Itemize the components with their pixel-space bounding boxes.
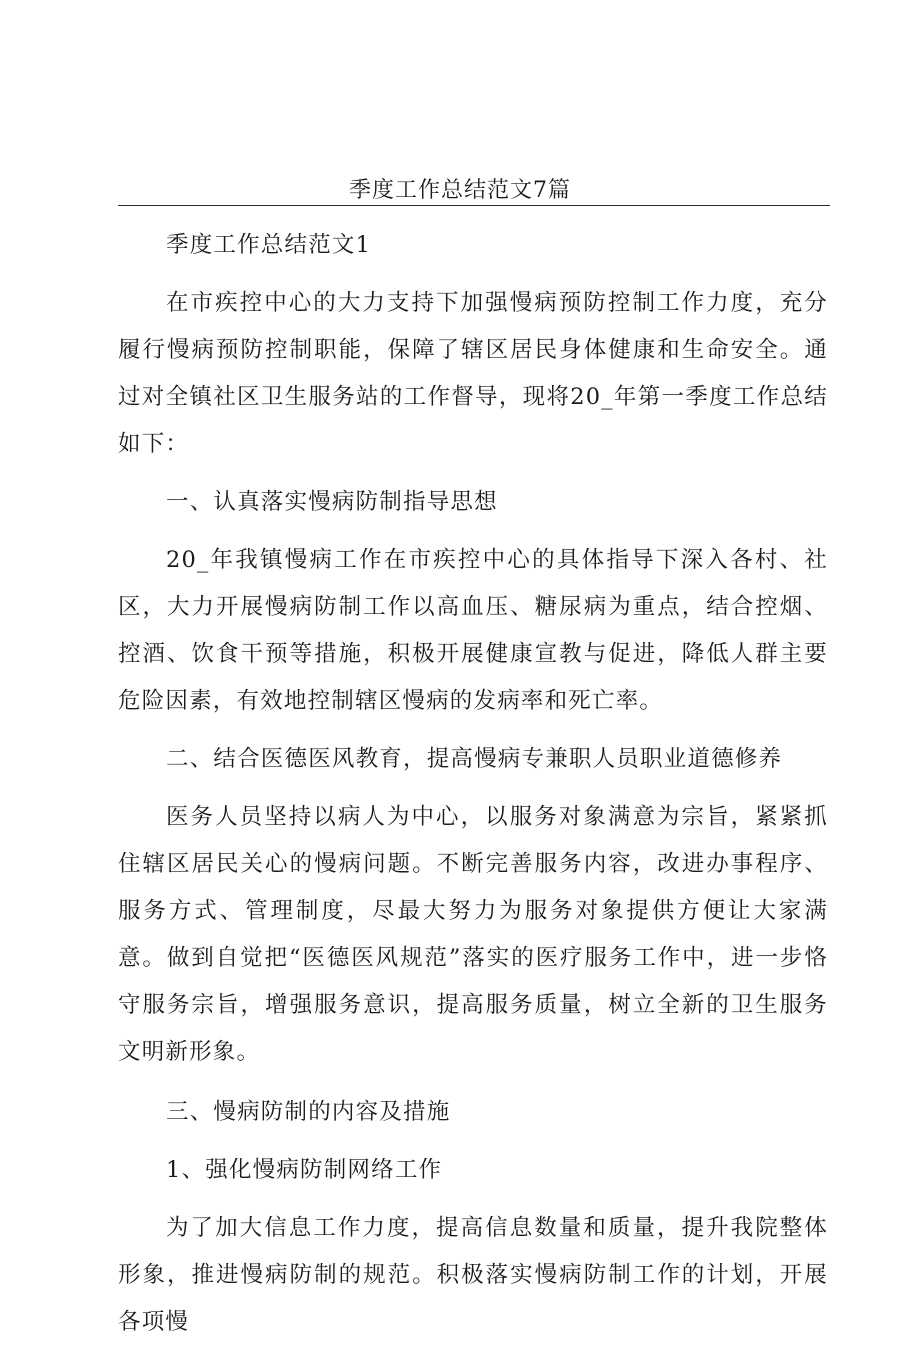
section-title: 季度工作总结范文1 — [166, 232, 372, 258]
paragraph-three: 为了加大信息工作力度，提高信息数量和质量，提升我院整体形象，推进慢病防制的规范。积极落实慢病防制工作的计划，开展各项慢 — [118, 1215, 828, 1335]
heading-three: 三、慢病防制的内容及措施 — [166, 1099, 451, 1125]
heading-two: 二、结合医德医风教育，提高慢病专兼职人员职业道德修养 — [166, 746, 783, 772]
paragraph-one: 20_年我镇慢病工作在市疾控中心的具体指导下深入各村、社区，大力开展慢病防制工作以高血压、糖尿病为重点，结合控烟、控酒、饮食干预等措施，积极开展健康宣教与促进，降低人群主要危险因素，有效地控制辖区慢病的发病率和死亡率。 — [118, 547, 828, 714]
subheading-three-one: 1、强化慢病防制网络工作 — [166, 1157, 443, 1183]
paragraph-intro: 在市疾控中心的大力支持下加强慢病预防控制工作力度，充分履行慢病预防控制职能，保障了辖区居民身体健康和生命安全。通过对全镇社区卫生服务站的工作督导，现将20_年第一季度工作总结如下： — [118, 290, 828, 457]
paragraph-two: 医务人员坚持以病人为中心，以服务对象满意为宗旨，紧紧抓住辖区居民关心的慢病问题。不断完善服务内容，改进办事程序、服务方式、管理制度，尽最大努力为服务对象提供方便让大家满意。做到自觉把“医德医风规范”落实的医疗服务工作中，进一步恪守服务宗旨，增强服务意识，提高服务质量，树立全新的卫生服务文明新形象。 — [118, 804, 828, 1065]
title-underline — [118, 205, 830, 206]
document-body — [118, 222, 828, 1346]
document-title: 季度工作总结范文7篇 — [349, 178, 571, 203]
heading-one: 一、认真落实慢病防制指导思想 — [166, 489, 498, 515]
